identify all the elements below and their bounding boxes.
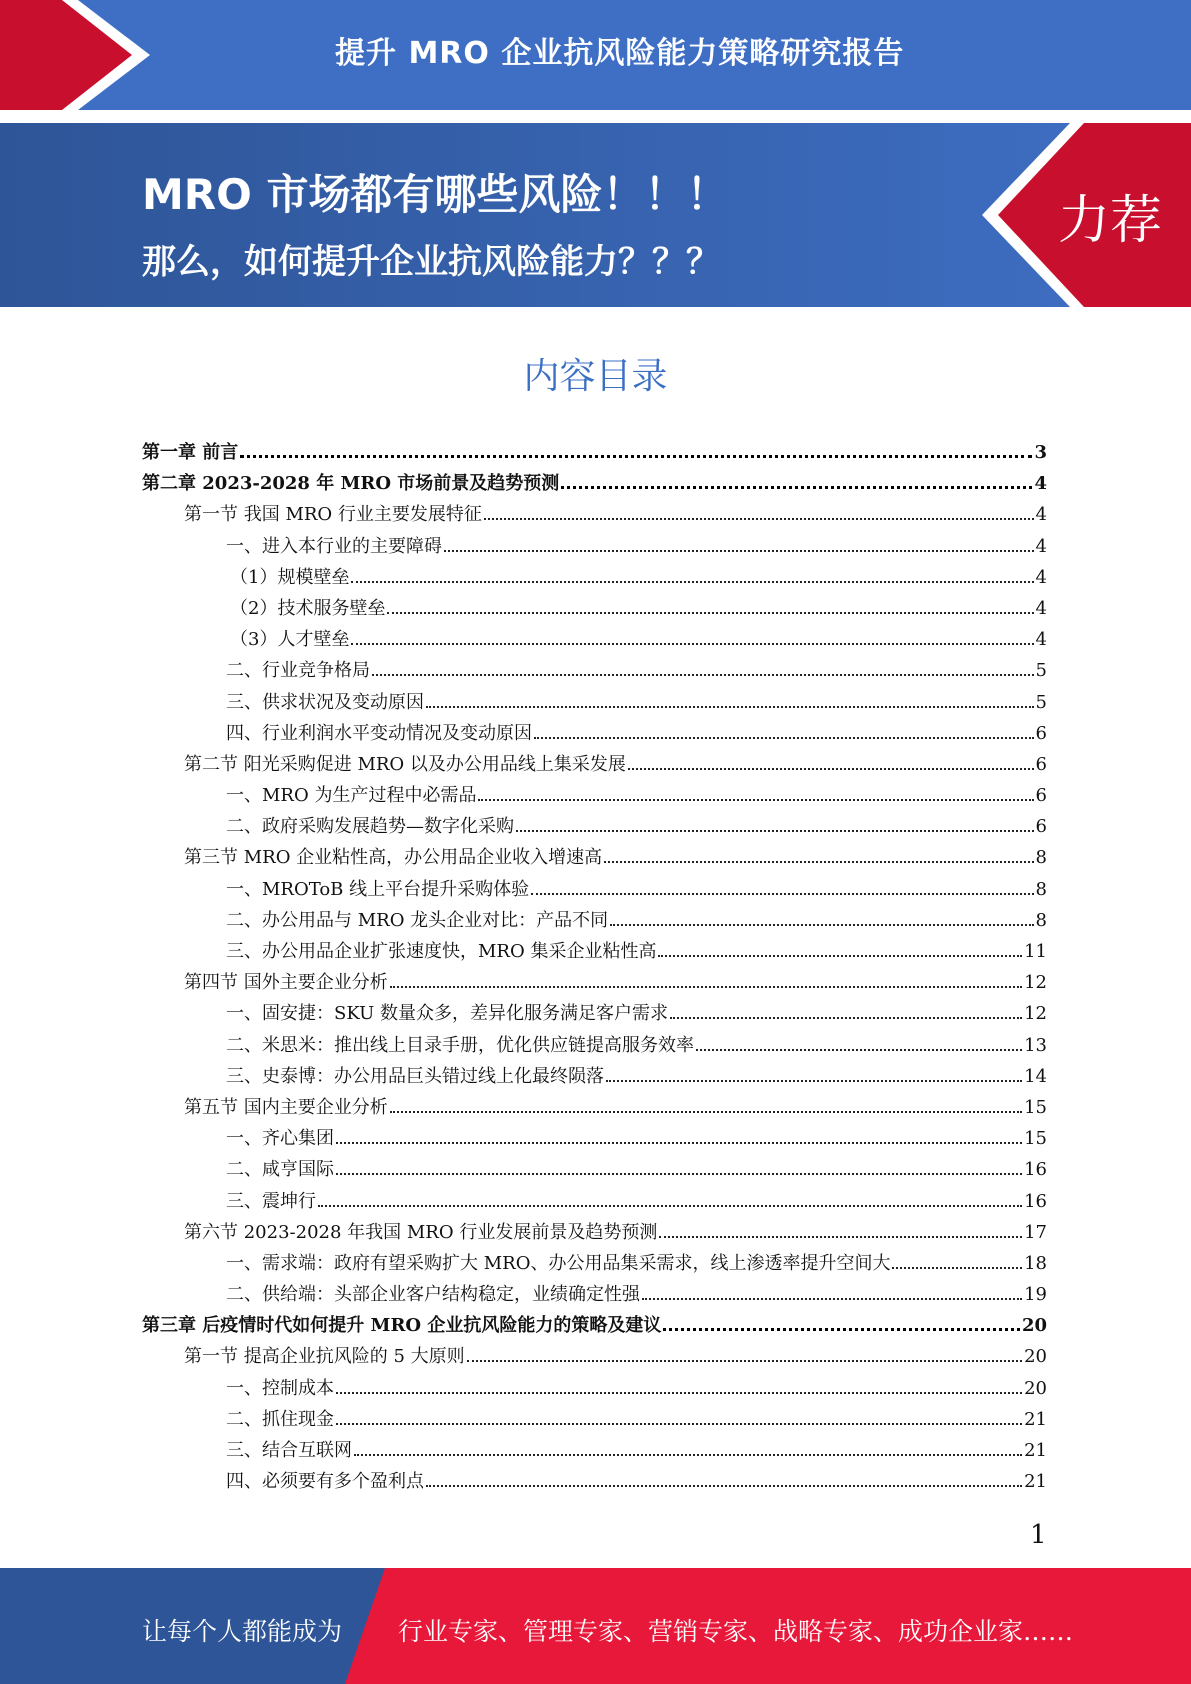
toc-heading: 内容目录 xyxy=(523,356,668,397)
toc-entry-title: 四、行业利润水平变动情况及变动原因 xyxy=(226,722,532,744)
toc-entry-title: 第六节 2023-2028 年我国 MRO 行业发展前景及趋势预测 xyxy=(184,1221,658,1243)
toc-entry-page: 16 xyxy=(1024,1190,1047,1212)
toc-entry-title: 三、震坤行 xyxy=(226,1190,316,1212)
toc-entry-title: （1）规模壁垒 xyxy=(230,566,350,588)
hero-headline: MRO 市场都有哪些风险！！！ xyxy=(142,170,729,219)
toc-entry[interactable] xyxy=(142,811,1047,842)
toc-entry-page: 6 xyxy=(1035,722,1047,744)
footer-slogan-right: 行业专家、管理专家、营销专家、战略专家、成功企业家…… xyxy=(398,1617,1074,1646)
toc-entry-page: 20 xyxy=(1021,1315,1047,1337)
toc-entry[interactable] xyxy=(142,1217,1047,1248)
toc-entry-page: 4 xyxy=(1035,566,1047,588)
toc-leader-dots xyxy=(240,455,1032,458)
toc-leader-dots xyxy=(892,1267,1022,1269)
toc-entry-title: 一、需求端：政府有望采购扩大 MRO、办公用品集采需求，线上渗透率提升空间大 xyxy=(226,1252,891,1274)
toc-entry[interactable] xyxy=(142,1092,1047,1123)
toc-entry-title: 一、MRO 为生产过程中必需品 xyxy=(226,785,477,807)
toc-entry-title: 第三节 MRO 企业粘性高，办公用品企业收入增速高 xyxy=(184,847,603,869)
toc-entry[interactable] xyxy=(142,468,1047,499)
toc-leader-dots xyxy=(336,1392,1022,1394)
toc-entry[interactable] xyxy=(142,905,1047,936)
toc-entry[interactable] xyxy=(142,499,1047,530)
toc-leader-dots xyxy=(659,1236,1022,1238)
toc-leader-dots xyxy=(658,955,1022,957)
toc-leader-dots xyxy=(318,1205,1022,1207)
toc-entry[interactable] xyxy=(142,655,1047,686)
toc-entry[interactable] xyxy=(142,687,1047,718)
hero-subheadline: 那么，如何提升企业抗风险能力？？？ xyxy=(142,242,720,282)
report-title: 提升 MRO 企业抗风险能力策略研究报告 xyxy=(335,36,905,71)
toc-entry[interactable] xyxy=(142,1310,1047,1341)
toc-entry[interactable] xyxy=(142,967,1047,998)
toc-entry-title: 第五节 国内主要企业分析 xyxy=(184,1096,388,1118)
toc-entry-title: 四、必须要有多个盈利点 xyxy=(226,1471,424,1493)
toc-entry-page: 6 xyxy=(1035,785,1047,807)
toc-entry-title: 第四节 国外主要企业分析 xyxy=(184,972,388,994)
toc-entry-title: 二、米思米：推出线上目录手册，优化供应链提高服务效率 xyxy=(226,1034,694,1056)
toc-entry-page: 6 xyxy=(1035,816,1047,838)
toc-entry-title: 二、行业竞争格局 xyxy=(226,660,370,682)
toc-entry[interactable] xyxy=(142,1279,1047,1310)
toc-entry[interactable] xyxy=(142,1061,1047,1092)
toc-entry-page: 20 xyxy=(1024,1346,1047,1368)
toc-leader-dots xyxy=(426,1485,1022,1487)
toc-entry[interactable] xyxy=(142,998,1047,1029)
toc-entry[interactable] xyxy=(142,749,1047,780)
toc-entry-page: 5 xyxy=(1035,660,1047,682)
toc-entry[interactable] xyxy=(142,1248,1047,1279)
toc-leader-dots xyxy=(561,486,1032,489)
toc-leader-dots xyxy=(336,1423,1022,1425)
toc-entry-page: 12 xyxy=(1024,1003,1047,1025)
toc-entry[interactable] xyxy=(142,936,1047,967)
toc-entry-page: 19 xyxy=(1024,1284,1047,1306)
toc-entry-title: 二、抓住现金 xyxy=(226,1408,334,1430)
toc-leader-dots xyxy=(531,893,1033,895)
toc-leader-dots xyxy=(534,737,1034,739)
toc-entry-page: 6 xyxy=(1035,753,1047,775)
toc-entry-title: 三、结合互联网 xyxy=(226,1440,352,1461)
toc-entry[interactable] xyxy=(142,1341,1047,1372)
toc-entry[interactable] xyxy=(142,842,1047,873)
toc-entry[interactable] xyxy=(142,1186,1047,1217)
toc-entry-page: 8 xyxy=(1035,878,1047,900)
toc-entry-page: 8 xyxy=(1035,909,1047,931)
toc-entry-title: 第三章 后疫情时代如何提升 MRO 企业抗风险能力的策略及建议 xyxy=(142,1315,662,1337)
toc-entry-title: 一、控制成本 xyxy=(226,1377,334,1399)
toc-leader-dots xyxy=(516,830,1034,832)
toc-entry-title: 一、齐心集团 xyxy=(226,1128,334,1150)
toc-entry-page: 21 xyxy=(1024,1440,1047,1461)
toc-entry-page: 21 xyxy=(1024,1471,1047,1493)
toc-entry-page: 4 xyxy=(1035,535,1047,557)
recommend-badge: 力荐 xyxy=(1058,191,1163,251)
toc-leader-dots xyxy=(387,612,1033,614)
toc-entry-page: 11 xyxy=(1024,941,1047,962)
toc-leader-dots xyxy=(351,581,1033,583)
toc-entry-title: 二、办公用品与 MRO 龙头企业对比：产品不同 xyxy=(226,909,609,931)
toc-entry-title: 二、咸亨国际 xyxy=(226,1159,334,1181)
toc-entry-page: 4 xyxy=(1035,629,1047,651)
toc-leader-dots xyxy=(444,550,1034,552)
toc-leader-dots xyxy=(354,1454,1022,1456)
table-of-contents xyxy=(142,437,1047,1497)
toc-entry-title: 第一节 我国 MRO 行业主要发展特征 xyxy=(184,504,482,526)
toc-entry[interactable] xyxy=(142,780,1047,811)
toc-entry-page: 17 xyxy=(1024,1221,1047,1243)
toc-entry-page: 14 xyxy=(1024,1065,1047,1087)
page-number: 1 xyxy=(1030,1520,1047,1550)
toc-leader-dots xyxy=(390,1111,1022,1113)
toc-entry-title: 三、供求状况及变动原因 xyxy=(226,691,424,713)
toc-entry-page: 18 xyxy=(1024,1252,1047,1274)
toc-entry-title: （3）人才壁垒 xyxy=(230,629,350,651)
toc-entry[interactable] xyxy=(142,593,1047,624)
toc-leader-dots xyxy=(642,1298,1022,1300)
toc-leader-dots xyxy=(336,1142,1022,1144)
toc-entry-page: 5 xyxy=(1035,691,1047,713)
toc-entry-page: 12 xyxy=(1024,972,1047,994)
toc-entry-title: 二、供给端：头部企业客户结构稳定，业绩确定性强 xyxy=(226,1284,640,1306)
toc-entry[interactable] xyxy=(142,1404,1047,1435)
toc-leader-dots xyxy=(467,1360,1022,1362)
toc-leader-dots xyxy=(696,1049,1022,1051)
toc-leader-dots xyxy=(606,1080,1022,1082)
toc-entry[interactable] xyxy=(142,1123,1047,1154)
toc-leader-dots xyxy=(628,768,1034,770)
toc-entry-page: 4 xyxy=(1034,473,1047,495)
toc-leader-dots xyxy=(390,986,1022,988)
toc-entry-page: 4 xyxy=(1035,597,1047,619)
toc-entry[interactable] xyxy=(142,1435,1047,1466)
toc-entry-title: 二、政府采购发展趋势—数字化采购 xyxy=(226,816,514,838)
footer-slogan-left: 让每个人都能成为 xyxy=(142,1617,343,1646)
toc-leader-dots xyxy=(426,706,1034,708)
toc-leader-dots xyxy=(610,924,1033,926)
toc-leader-dots xyxy=(336,1173,1022,1175)
toc-entry-page: 16 xyxy=(1024,1159,1047,1181)
toc-entry-title: 一、固安捷：SKU 数量众多，差异化服务满足客户需求 xyxy=(226,1003,669,1025)
toc-entry-page: 13 xyxy=(1024,1034,1047,1056)
toc-entry-title: 第二章 2023-2028 年 MRO 市场前景及趋势预测 xyxy=(142,473,560,495)
toc-entry-page: 8 xyxy=(1035,847,1047,869)
toc-entry[interactable] xyxy=(142,874,1047,905)
toc-leader-dots xyxy=(351,643,1033,645)
toc-entry-title: 第一节 提高企业抗风险的 5 大原则 xyxy=(184,1346,465,1368)
toc-entry[interactable] xyxy=(142,1466,1047,1497)
toc-entry[interactable] xyxy=(142,1030,1047,1061)
toc-entry-title: 三、办公用品企业扩张速度快，MRO 集采企业粘性高 xyxy=(226,941,657,962)
toc-leader-dots xyxy=(670,1017,1022,1019)
toc-leader-dots xyxy=(604,861,1033,863)
toc-leader-dots xyxy=(372,674,1034,676)
toc-entry-title: 三、史泰博：办公用品巨头错过线上化最终陨落 xyxy=(226,1065,604,1087)
toc-entry-page: 3 xyxy=(1034,442,1047,463)
toc-entry-title: 一、进入本行业的主要障碍 xyxy=(226,535,442,557)
toc-entry[interactable] xyxy=(142,437,1047,468)
toc-entry[interactable] xyxy=(142,718,1047,749)
toc-entry[interactable] xyxy=(142,531,1047,562)
toc-entry[interactable] xyxy=(142,562,1047,593)
toc-entry-title: 第二节 阳光采购促进 MRO 以及办公用品线上集采发展 xyxy=(184,753,626,775)
toc-leader-dots xyxy=(484,518,1034,520)
toc-leader-dots xyxy=(663,1328,1020,1331)
toc-entry-page: 4 xyxy=(1035,504,1047,526)
toc-entry-title: （2）技术服务壁垒 xyxy=(230,597,386,619)
toc-entry-page: 15 xyxy=(1024,1128,1047,1150)
toc-entry-page: 21 xyxy=(1024,1408,1047,1430)
toc-entry[interactable] xyxy=(142,1373,1047,1404)
toc-entry-title: 第一章 前言 xyxy=(142,442,239,463)
toc-entry[interactable] xyxy=(142,624,1047,655)
toc-leader-dots xyxy=(478,799,1033,801)
toc-entry-page: 20 xyxy=(1024,1377,1047,1399)
toc-entry-page: 15 xyxy=(1024,1096,1047,1118)
toc-entry[interactable] xyxy=(142,1154,1047,1185)
toc-entry-title: 一、MROToB 线上平台提升采购体验 xyxy=(226,878,530,900)
